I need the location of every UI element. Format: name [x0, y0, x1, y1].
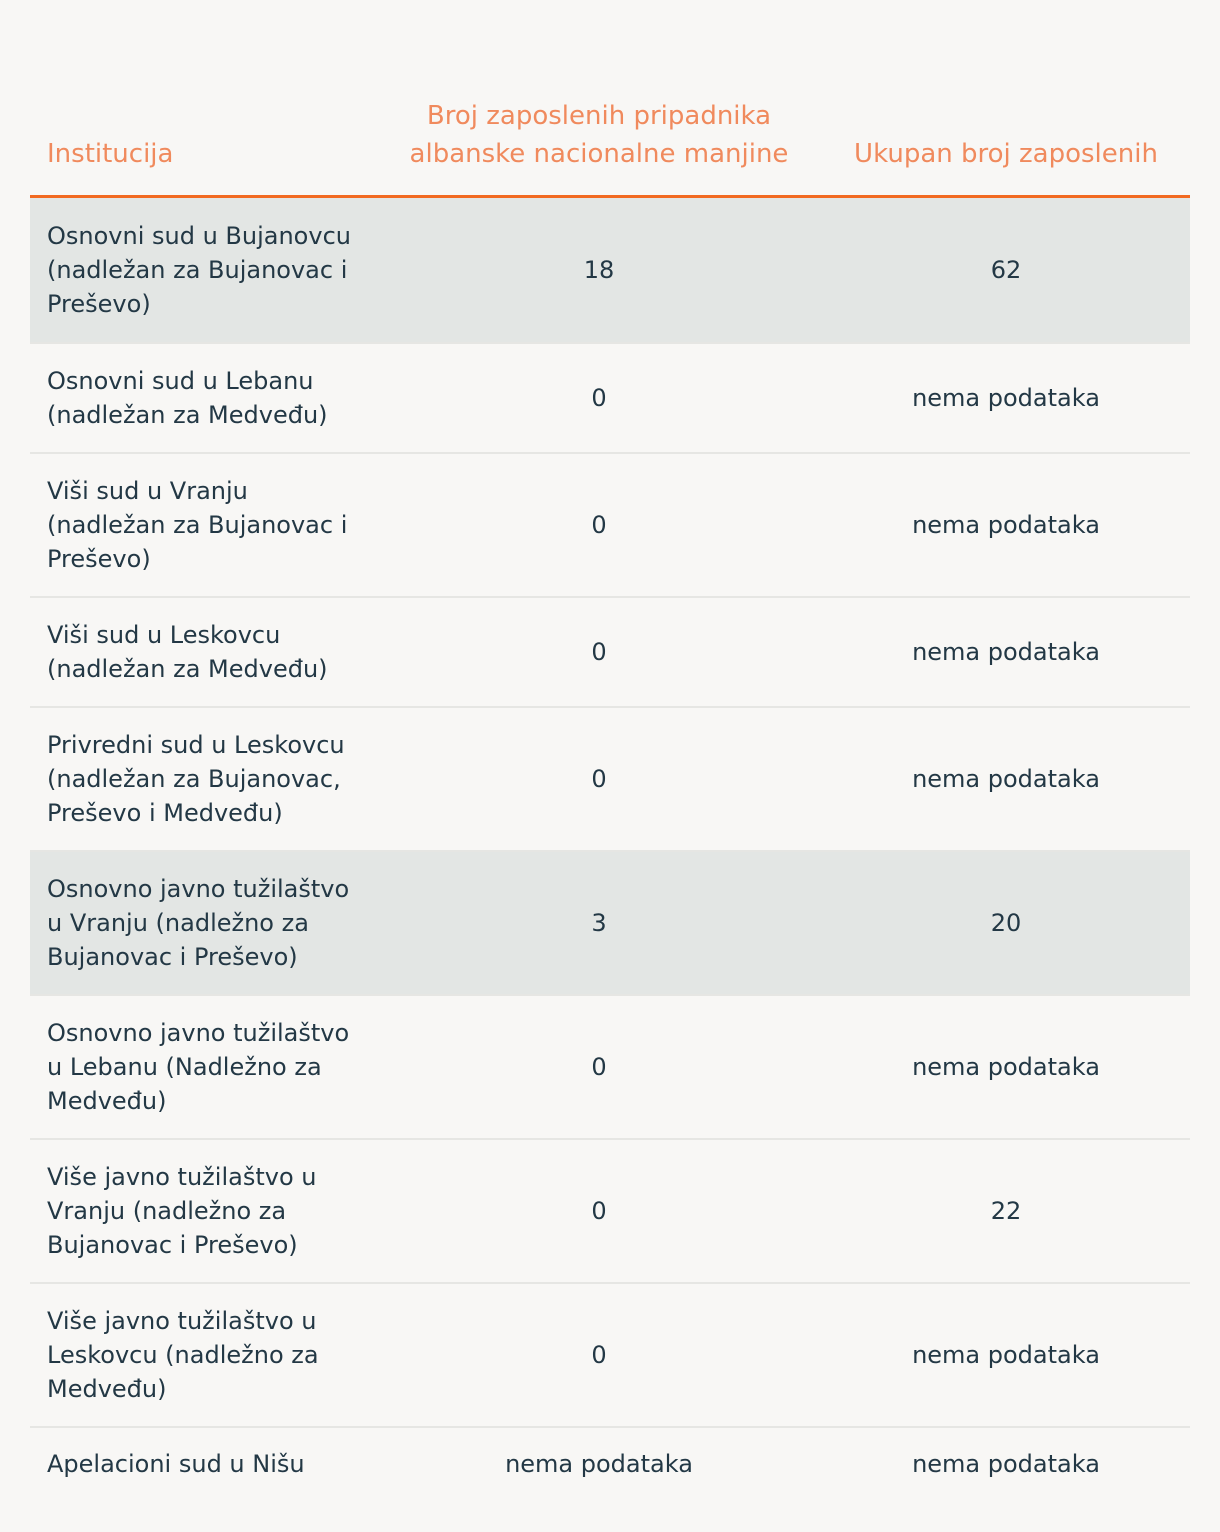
- table-row: [30, 1140, 1190, 1284]
- cell-institution: Viši sud u Leskovcu (nadležan za Medveđu): [47, 621, 328, 683]
- cell-institution: Osnovno javno tužilaštvo u Vranju (nadležno za Bujanovac i Preševo): [47, 875, 350, 971]
- header-albanian-employees: Broj zaposlenih pripadnika albanske nacionalne manjine: [409, 101, 789, 169]
- cell-institution: Osnovni sud u Bujanovcu (nadležan za Bujanovac i Preševo): [47, 222, 351, 318]
- table-row: [30, 344, 1190, 454]
- cell-albanian: 0: [591, 384, 607, 412]
- table-row: [30, 454, 1190, 598]
- cell-albanian: nema podataka: [505, 1450, 693, 1478]
- table-row: [30, 852, 1190, 996]
- cell-total: 22: [990, 1197, 1022, 1225]
- cell-total: nema podataka: [912, 765, 1100, 793]
- cell-albanian: 0: [591, 1341, 607, 1369]
- cell-albanian: 0: [591, 511, 607, 539]
- table-row: [30, 1284, 1190, 1428]
- cell-albanian: 0: [591, 1053, 607, 1081]
- cell-albanian: 0: [591, 1197, 607, 1225]
- cell-albanian: 0: [591, 765, 607, 793]
- header-institution: Institucija: [47, 139, 174, 169]
- cell-total: nema podataka: [912, 638, 1100, 666]
- cell-total: 20: [990, 909, 1022, 937]
- table-row: [30, 598, 1190, 708]
- cell-institution: Osnovni sud u Lebanu (nadležan za Medveđu): [47, 367, 328, 429]
- cell-albanian: 18: [583, 256, 615, 284]
- cell-total: nema podataka: [912, 384, 1100, 412]
- cell-total: nema podataka: [912, 1341, 1100, 1369]
- cell-institution: Više javno tužilaštvo u Vranju (nadležno za Bujanovac i Preševo): [47, 1163, 317, 1259]
- cell-albanian: 0: [591, 638, 607, 666]
- employment-table: [30, 0, 1190, 1500]
- cell-institution: Viši sud u Vranju (nadležan za Bujanovac i Preševo): [47, 477, 348, 573]
- cell-institution: Više javno tužilaštvo u Leskovcu (nadležno za Medveđu): [47, 1307, 319, 1403]
- cell-institution: Osnovno javno tužilaštvo u Lebanu (Nadležno za Medveđu): [47, 1019, 350, 1115]
- header-total-employees: Ukupan broj zaposlenih: [854, 139, 1158, 169]
- table-row: [30, 996, 1190, 1140]
- cell-total: nema podataka: [912, 511, 1100, 539]
- cell-institution: Apelacioni sud u Nišu: [47, 1450, 305, 1478]
- table-row: [30, 198, 1190, 344]
- table-header: [30, 0, 1190, 198]
- cell-total: nema podataka: [912, 1053, 1100, 1081]
- cell-total: 62: [990, 256, 1022, 284]
- table-row: [30, 708, 1190, 852]
- cell-institution: Privredni sud u Leskovcu (nadležan za Bujanovac, Preševo i Medveđu): [47, 731, 345, 827]
- table-row: [30, 1428, 1190, 1500]
- cell-total: nema podataka: [912, 1450, 1100, 1478]
- cell-albanian: 3: [591, 909, 607, 937]
